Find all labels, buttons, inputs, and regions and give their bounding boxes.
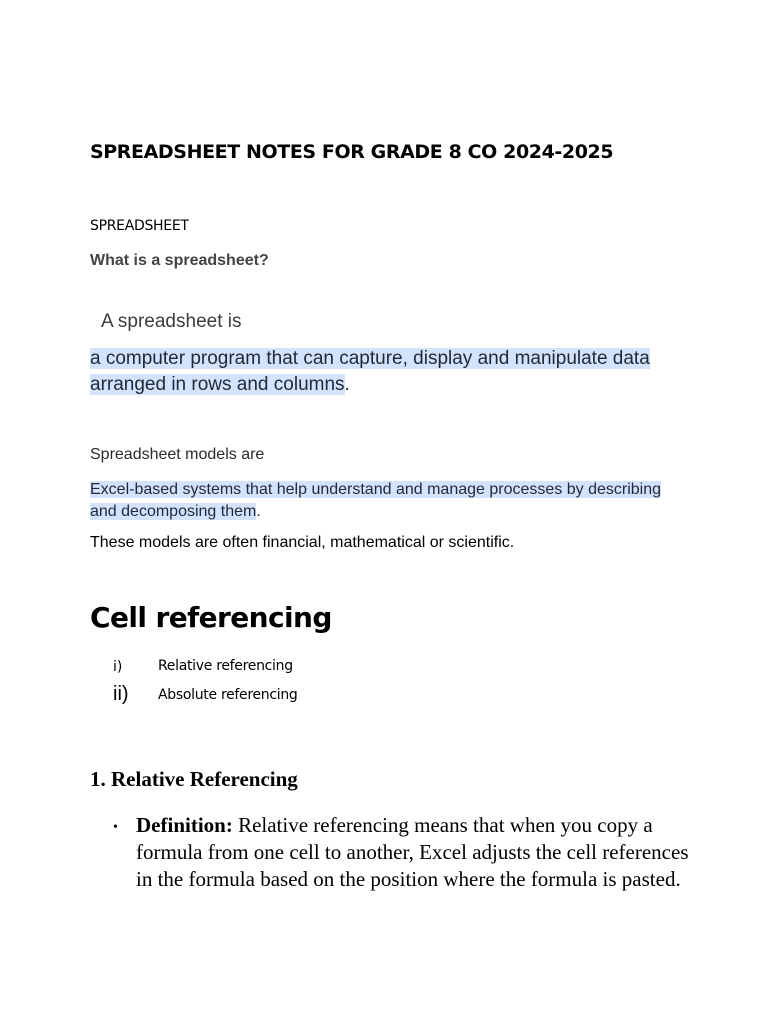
relative-referencing-heading: 1. Relative Referencing [90, 767, 298, 791]
section-label: SPREADSHEET [90, 218, 189, 234]
bullet-term: Definition: [136, 813, 233, 837]
bullet-icon: • [113, 820, 118, 835]
question-heading: What is a spreadsheet? [90, 252, 269, 269]
intro-text: A spreadsheet is [101, 311, 242, 332]
list-number: i) [113, 659, 123, 675]
document-title: SPREADSHEET NOTES FOR GRADE 8 CO 2024-2025 [90, 141, 614, 163]
models-label: Spreadsheet models are [90, 446, 265, 463]
bullet-body: Relative referencing means that when you copy a formula from one cell to another, Excel adjusts the cell references in the formula based on the position where the formula is pasted. [136, 813, 689, 891]
list-number: ii) [113, 683, 129, 705]
highlighted-models-definition: Excel-based systems that help understand and manage processes by describing and decomposing them [90, 481, 661, 520]
definition-bullet [136, 812, 696, 893]
models-definition-period: . [256, 503, 261, 520]
definition-period: . [344, 374, 350, 395]
highlighted-definition: a computer program that can capture, display and manipulate data arranged in rows and columns [90, 348, 650, 395]
cell-referencing-heading: Cell referencing [90, 601, 332, 634]
models-extra-text: These models are often financial, mathematical or scientific. [90, 534, 515, 551]
models-definition [90, 479, 690, 523]
list-item-relative: Relative referencing [158, 658, 293, 674]
spreadsheet-definition [90, 346, 690, 398]
list-item-absolute: Absolute referencing [158, 687, 298, 703]
